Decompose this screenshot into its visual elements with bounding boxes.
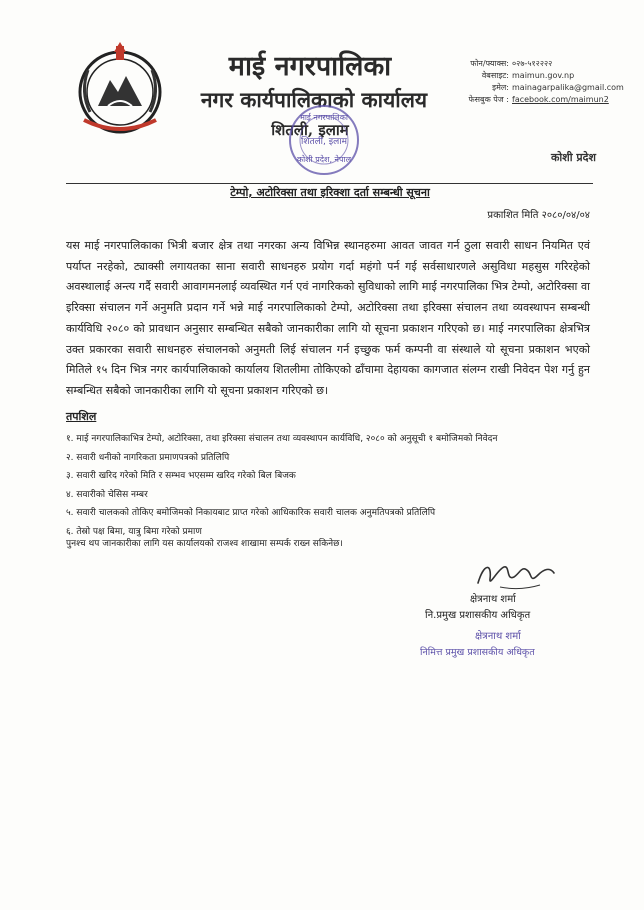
contact-email[interactable]: इमेल: mainagarpalika@gmail.com [492,83,624,92]
seal-text-top: माई नगरपालिका [300,113,348,122]
details-list [66,430,596,541]
office-name: माई नगरपालिका [228,51,392,82]
stamp-title: निमित्त प्रमुख प्रशासकीय अधिकृत [420,647,535,658]
stamp-name: क्षेत्रनाथ शर्मा [475,631,521,642]
closing-note: पुनश्च थप जानकारीका लागि यस कार्यालयको राजश्व शाखामा सम्पर्क राख्न सकिनेछ। [66,539,343,549]
header-divider [66,183,593,184]
list-item: ६. तेस्रो पक्ष बिमा, यात्रु बिमा गरेको प्रमाण [66,526,202,537]
nepal-emblem-icon [70,40,170,138]
list-item: १. माई नगरपालिकाभित्र टेम्पो, अटोरिक्सा, तथा इरिक्सा संचालन तथा व्यवस्थापन कार्यविधि, २०८० को अनुसूची १ बमोजिमको निवेदन [66,434,498,444]
signature-icon [470,555,560,595]
details-heading: तपशिल [66,410,97,423]
contact-website[interactable]: वेबसाइट: maimun.gov.np [481,71,575,80]
contact-facebook[interactable]: फेसबुक पेज : facebook.com/maimun2 [468,95,609,104]
seal-text-mid: शितली, इलाम [301,137,347,147]
signatory-name: क्षेत्रनाथ शर्मा [470,594,516,605]
contact-block [455,58,624,106]
publish-date: प्रकाशित मिति २०८०/०४/०४ [487,210,590,221]
office-address: शितली, इलाम [271,121,349,139]
office-seal-stamp [274,100,374,180]
list-item: ३. सवारी खरिद गरेको मिति र सम्भव भएसम्म खरिद गरेको बिल बिजक [66,471,296,481]
list-item: २. सवारी धनीको नागरिकता प्रमाणपत्रको प्रतिलिपि [66,452,230,463]
province-label: कोशी प्रदेश [550,151,596,164]
office-subtitle: नगर कार्यपालिकाको कार्यालय [200,87,428,112]
list-item: ४. सवारीको चेसिस नम्बर [66,489,148,500]
notice-title: टेम्पो, अटोरिक्सा तथा इरिक्शा दर्ता सम्बन्धी सूचना [230,186,430,199]
seal-text-bottom: कोशी प्रदेश, नेपाल [296,155,352,164]
list-item: ५. सवारी चालकको तोकिए बमोजिमको निकायबाट प्राप्त गरेको आधिकारिक सवारी चालक अनुमतिपत्रको प्रतिलिपि [66,508,436,518]
notice-body: यस माई नगरपालिकाका भित्री बजार क्षेत्र तथा नगरका अन्य विभिन्न स्थानहरुमा आवत जावत गर्न ठुला सवारी साधन नियमित एवं पर्याप्त नरहेको, ट्याक्सी लगायतका साना सवारी साधनहरु प्रयोग गर्दा महंगो पर्न गई सर्वसाधारणले असुविधा महसुस गरिरहेको अवस्थालाई अन्त्य गर्दै सवारी आवागमनलाई व्यवस्थित गर्न एवं नागरिकको सुविधाको लागि माई नगरपालिका भित्र टेम्पो, अटोरिक्सा वा इरिक्सा संचालन गर्ने अनुमति प्रदान गर्ने भन्ने माई नगरपालिकाको टेम्पो, अटोरिक्सा तथा इरिक्सा संचालन तथा व्यवस्थापन सम्बन्धी कार्यविधि २०८० को प्रावधान अनुसार सम्बन्धित सबैको जानकारीका लागि यो सूचना प्रकाशन गरिएको छ। माई नगरपालिका क्षेत्रभित्र उक्त प्रकारका सवारी साधनहरु संचालनको अनुमती लिई संचालन गर्न इच्छुक फर्म कम्पनी वा संस्थाले यो सूचना प्रकाशन भएको मितिले १५ दिन भित्र नगर कार्यपालिकाको कार्यालय शितलीमा तोकिएको ढाँचामा देहायका कागजात संलग्न राखी निवेदन पेश गर्नु हुन सम्बन्धित सबैको जानकारीका लागि यो सूचना प्रकाशन गरिएको छ। [66,239,590,397]
contact-phone: फोन/फ्याक्स: ०२७-५१२२२२ [470,59,553,68]
signatory-title: नि.प्रमुख प्रशासकीय अधिकृत [425,610,531,621]
